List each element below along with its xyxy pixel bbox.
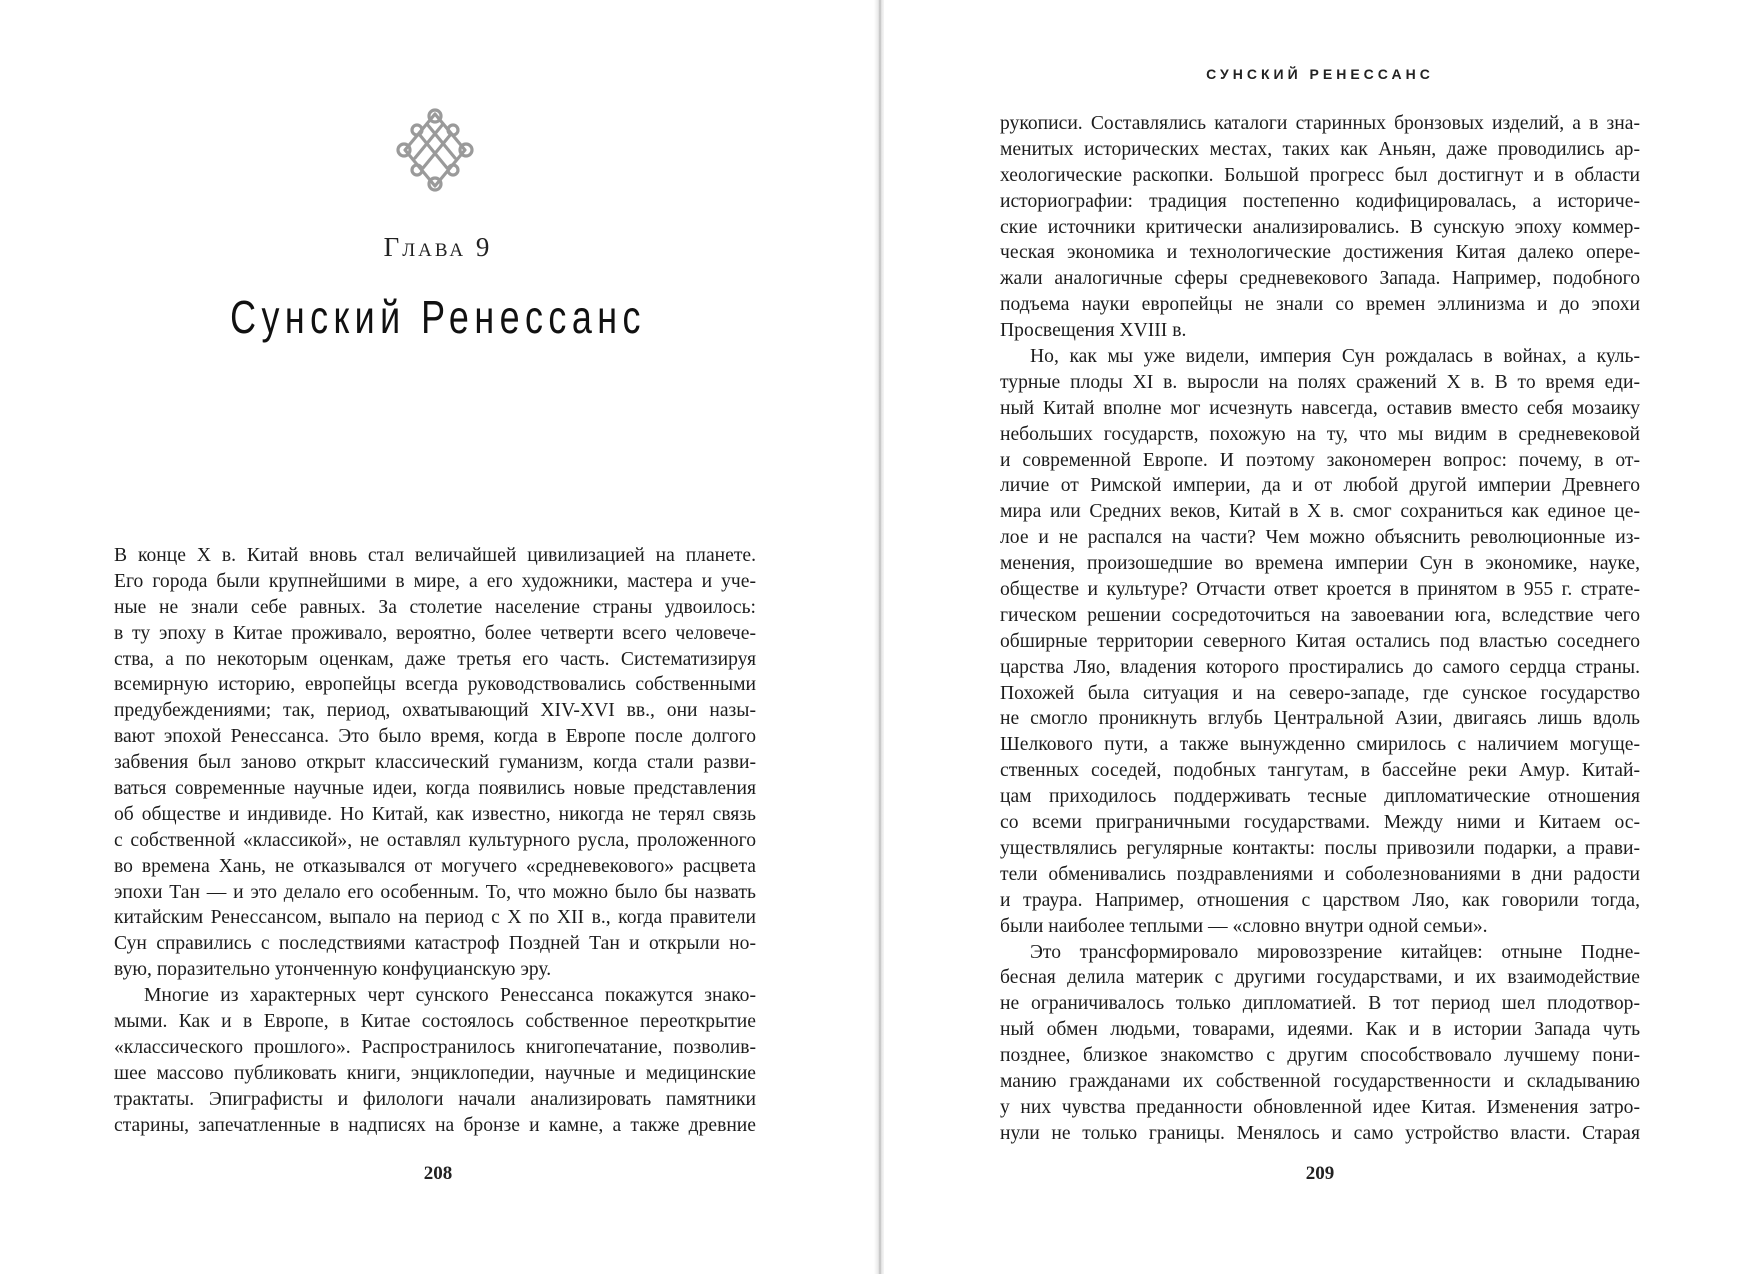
text-line: Это трансформировало мировоззрение китайцев: отныне Подне- <box>1030 941 1640 963</box>
text-line: Его города были крупнейшими в мире, а его художники, мастера и уче- <box>114 570 756 592</box>
text-line: у них чувства преданности обновленной идее Китая. Изменения затро- <box>1000 1096 1640 1118</box>
text-line: не смогло проникнуть вглубь Центральной Азии, двигаясь лишь вдоль <box>1000 708 1640 730</box>
right-body-text <box>1000 111 1640 1147</box>
endless-knot-icon <box>395 108 475 192</box>
text-line: позднее, близкое знакомство с другим способствовало лучшему пони- <box>1000 1045 1640 1067</box>
text-line: личие от Римской империи, да и от любой другой империи Древнего <box>1000 475 1640 497</box>
text-line: ный обмен людьми, товарами, идеями. Как и в истории Запада чуть <box>1000 1019 1640 1041</box>
text-line: небольших государств, похожую на ту, что мы видим в средневековой <box>1000 423 1640 445</box>
text-line: тели обменивались поздравлениями и соболезнованиями в дни радости <box>1000 863 1640 885</box>
text-line: хеологические раскопки. Большой прогресс был достигнут и в области <box>1000 164 1640 186</box>
text-line: турные плоды XI в. выросли на полях сражений X в. В то время еди- <box>1000 371 1640 393</box>
text-line: не ограничивалось только дипломатией. В тот период шел плодотвор- <box>1000 993 1640 1015</box>
text-line: ства, а по некоторым оценкам, даже третья его часть. Систематизируя <box>114 648 756 670</box>
text-line: «классического прошлого». Распространилось книгопечатание, позволив- <box>114 1036 756 1058</box>
right-page <box>884 0 1756 1274</box>
text-line: вают эпохой Ренессанса. Это было время, когда в Европе после долгого <box>114 726 756 748</box>
chapter-title: Сунский Ренессанс <box>230 291 646 343</box>
chapter-label: Глава 9 <box>383 232 493 262</box>
text-line: во времена Хань, не отказывался от могучего «средневекового» расцвета <box>114 855 756 877</box>
text-line: китайским Ренессансом, выпало на период с X по XII в., когда правители <box>114 907 756 929</box>
text-line: менения, произошедшие во времена империи Сун в экономике, науке, <box>1000 553 1640 575</box>
text-line: цам приходилось поддерживать тесные дипломатические отношения <box>1000 786 1640 808</box>
text-line: ваться современные научные идеи, когда появились новые представления <box>114 778 756 800</box>
text-line: Многие из характерных черт сунского Ренессанса покажутся знако- <box>144 985 756 1007</box>
text-line: В конце X в. Китай вновь стал величайшей цивилизацией на планете. <box>114 545 756 566</box>
text-line: менитых исторических местах, таких как Аньян, даже проводились ар- <box>1000 138 1640 160</box>
text-line: предубеждениями; так, период, охватывающий XIV-XVI вв., они назы- <box>114 700 756 722</box>
text-line: ный Китай вполне мог исчезнуть навсегда, оставив вместо себя мозаику <box>1000 397 1640 419</box>
text-line: царства Ляо, владения которого простирались до самого сердца страны. <box>1000 656 1640 678</box>
text-line: жали аналогичные сферы средневекового Запада. Например, подобного <box>1000 268 1640 290</box>
text-line: подъема науки европейцы не знали со времен эллинизма и до эпохи <box>1000 294 1640 316</box>
left-body-text <box>114 543 756 1138</box>
text-line: ные не знали себе равных. За столетие население страны удвоилось: <box>114 596 756 618</box>
text-line: ские источники критически анализировались. В сунскую эпоху коммер- <box>1000 216 1640 238</box>
text-line: уществлялись регулярные контакты: послы привозили подарки, а прави- <box>1000 837 1640 859</box>
text-line: Сун справились с последствиями катастроф Поздней Тан и открыли но- <box>114 933 756 955</box>
page-number: 208 <box>423 1163 453 1184</box>
text-line: вую, поразительно утонченную конфуцианскую эру. <box>114 959 552 981</box>
text-line: Но, как мы уже видели, империя Сун рождалась в войнах, а куль- <box>1030 346 1640 368</box>
text-line: эпохи Тан — и это делало его особенным. То, что можно было бы назвать <box>114 881 756 903</box>
running-head: СУНСКИЙ РЕНЕССАНС <box>1206 66 1434 82</box>
text-line: всемирную историю, европейцы всегда руководствовались собственными <box>114 674 756 696</box>
text-line: гическом решении сосредоточиться на завоевании юга, вследствие чего <box>1000 604 1640 626</box>
text-line: были наиболее теплыми — «словно внутри одной семьи». <box>1000 915 1488 937</box>
text-line: Похожей была ситуация и на северо-западе, где сунское государство <box>1000 682 1640 704</box>
text-line: манию гражданами их собственной государственности и складыванию <box>1000 1070 1640 1092</box>
text-line: Шелкового пути, а также вынужденно смирилось с наличием могуще- <box>1000 734 1640 756</box>
text-line: бесная делила материк с другими государствами, и их взаимодействие <box>1000 967 1640 989</box>
text-line: с собственной «классикой», не оставлял культурного русла, проложенного <box>114 829 756 851</box>
text-line: старины, запечатленные в надписях на бронзе и камне, а также древние <box>114 1114 756 1136</box>
text-line: об обществе и индивиде. Но Китай, как известно, никогда не терял связь <box>114 803 756 825</box>
text-line: историографии: традиция постепенно кодифицировалась, а историче- <box>1000 190 1640 212</box>
text-line: и современной Европе. И поэтому закономерен вопрос: почему, в от- <box>1000 449 1640 471</box>
text-line: забвения был заново открыт классический гуманизм, когда стали разви- <box>114 752 756 774</box>
text-line: нули не только границы. Менялось и само устройство власти. Старая <box>1000 1122 1640 1144</box>
text-line: в ту эпоху в Китае проживало, вероятно, более четверти всего человече- <box>114 622 756 644</box>
text-line: трактаты. Эпиграфисты и филологи начали анализировать памятники <box>114 1088 756 1110</box>
text-line: и траура. Например, отношения с царством Ляо, как говорили тогда, <box>1000 889 1640 911</box>
text-line: Просвещения XVIII в. <box>1000 320 1187 342</box>
text-line: ственных соседей, подобных тангутам, в бассейне реки Амур. Китай- <box>1000 760 1640 782</box>
text-line: рукописи. Составлялись каталоги старинных бронзовых изделий, а в зна- <box>1000 113 1640 134</box>
text-line: ческая экономика и технологические достижения Китая далеко опере- <box>1000 242 1640 264</box>
text-line: со всеми приграничными государствами. Между ними и Китаем ос- <box>1000 812 1640 834</box>
text-line: лое и не распался на части? Чем можно объяснить революционные из- <box>1000 527 1640 549</box>
text-line: мира или Средних веков, Китай в X в. смог сохраниться как единое це- <box>1000 501 1640 523</box>
text-line: обширные территории северного Китая остались под властью соседнего <box>1000 630 1640 652</box>
text-line: обществе и культуре? Отчасти ответ кроется в принятом в 955 г. страте- <box>1000 579 1640 601</box>
text-line: шее массово публиковать книги, энциклопедии, научные и медицинские <box>114 1062 756 1084</box>
left-page <box>0 0 876 1274</box>
text-line: мыми. Как и в Европе, в Китае состоялось собственное переоткрытие <box>114 1011 756 1033</box>
page-number: 209 <box>1305 1163 1335 1184</box>
